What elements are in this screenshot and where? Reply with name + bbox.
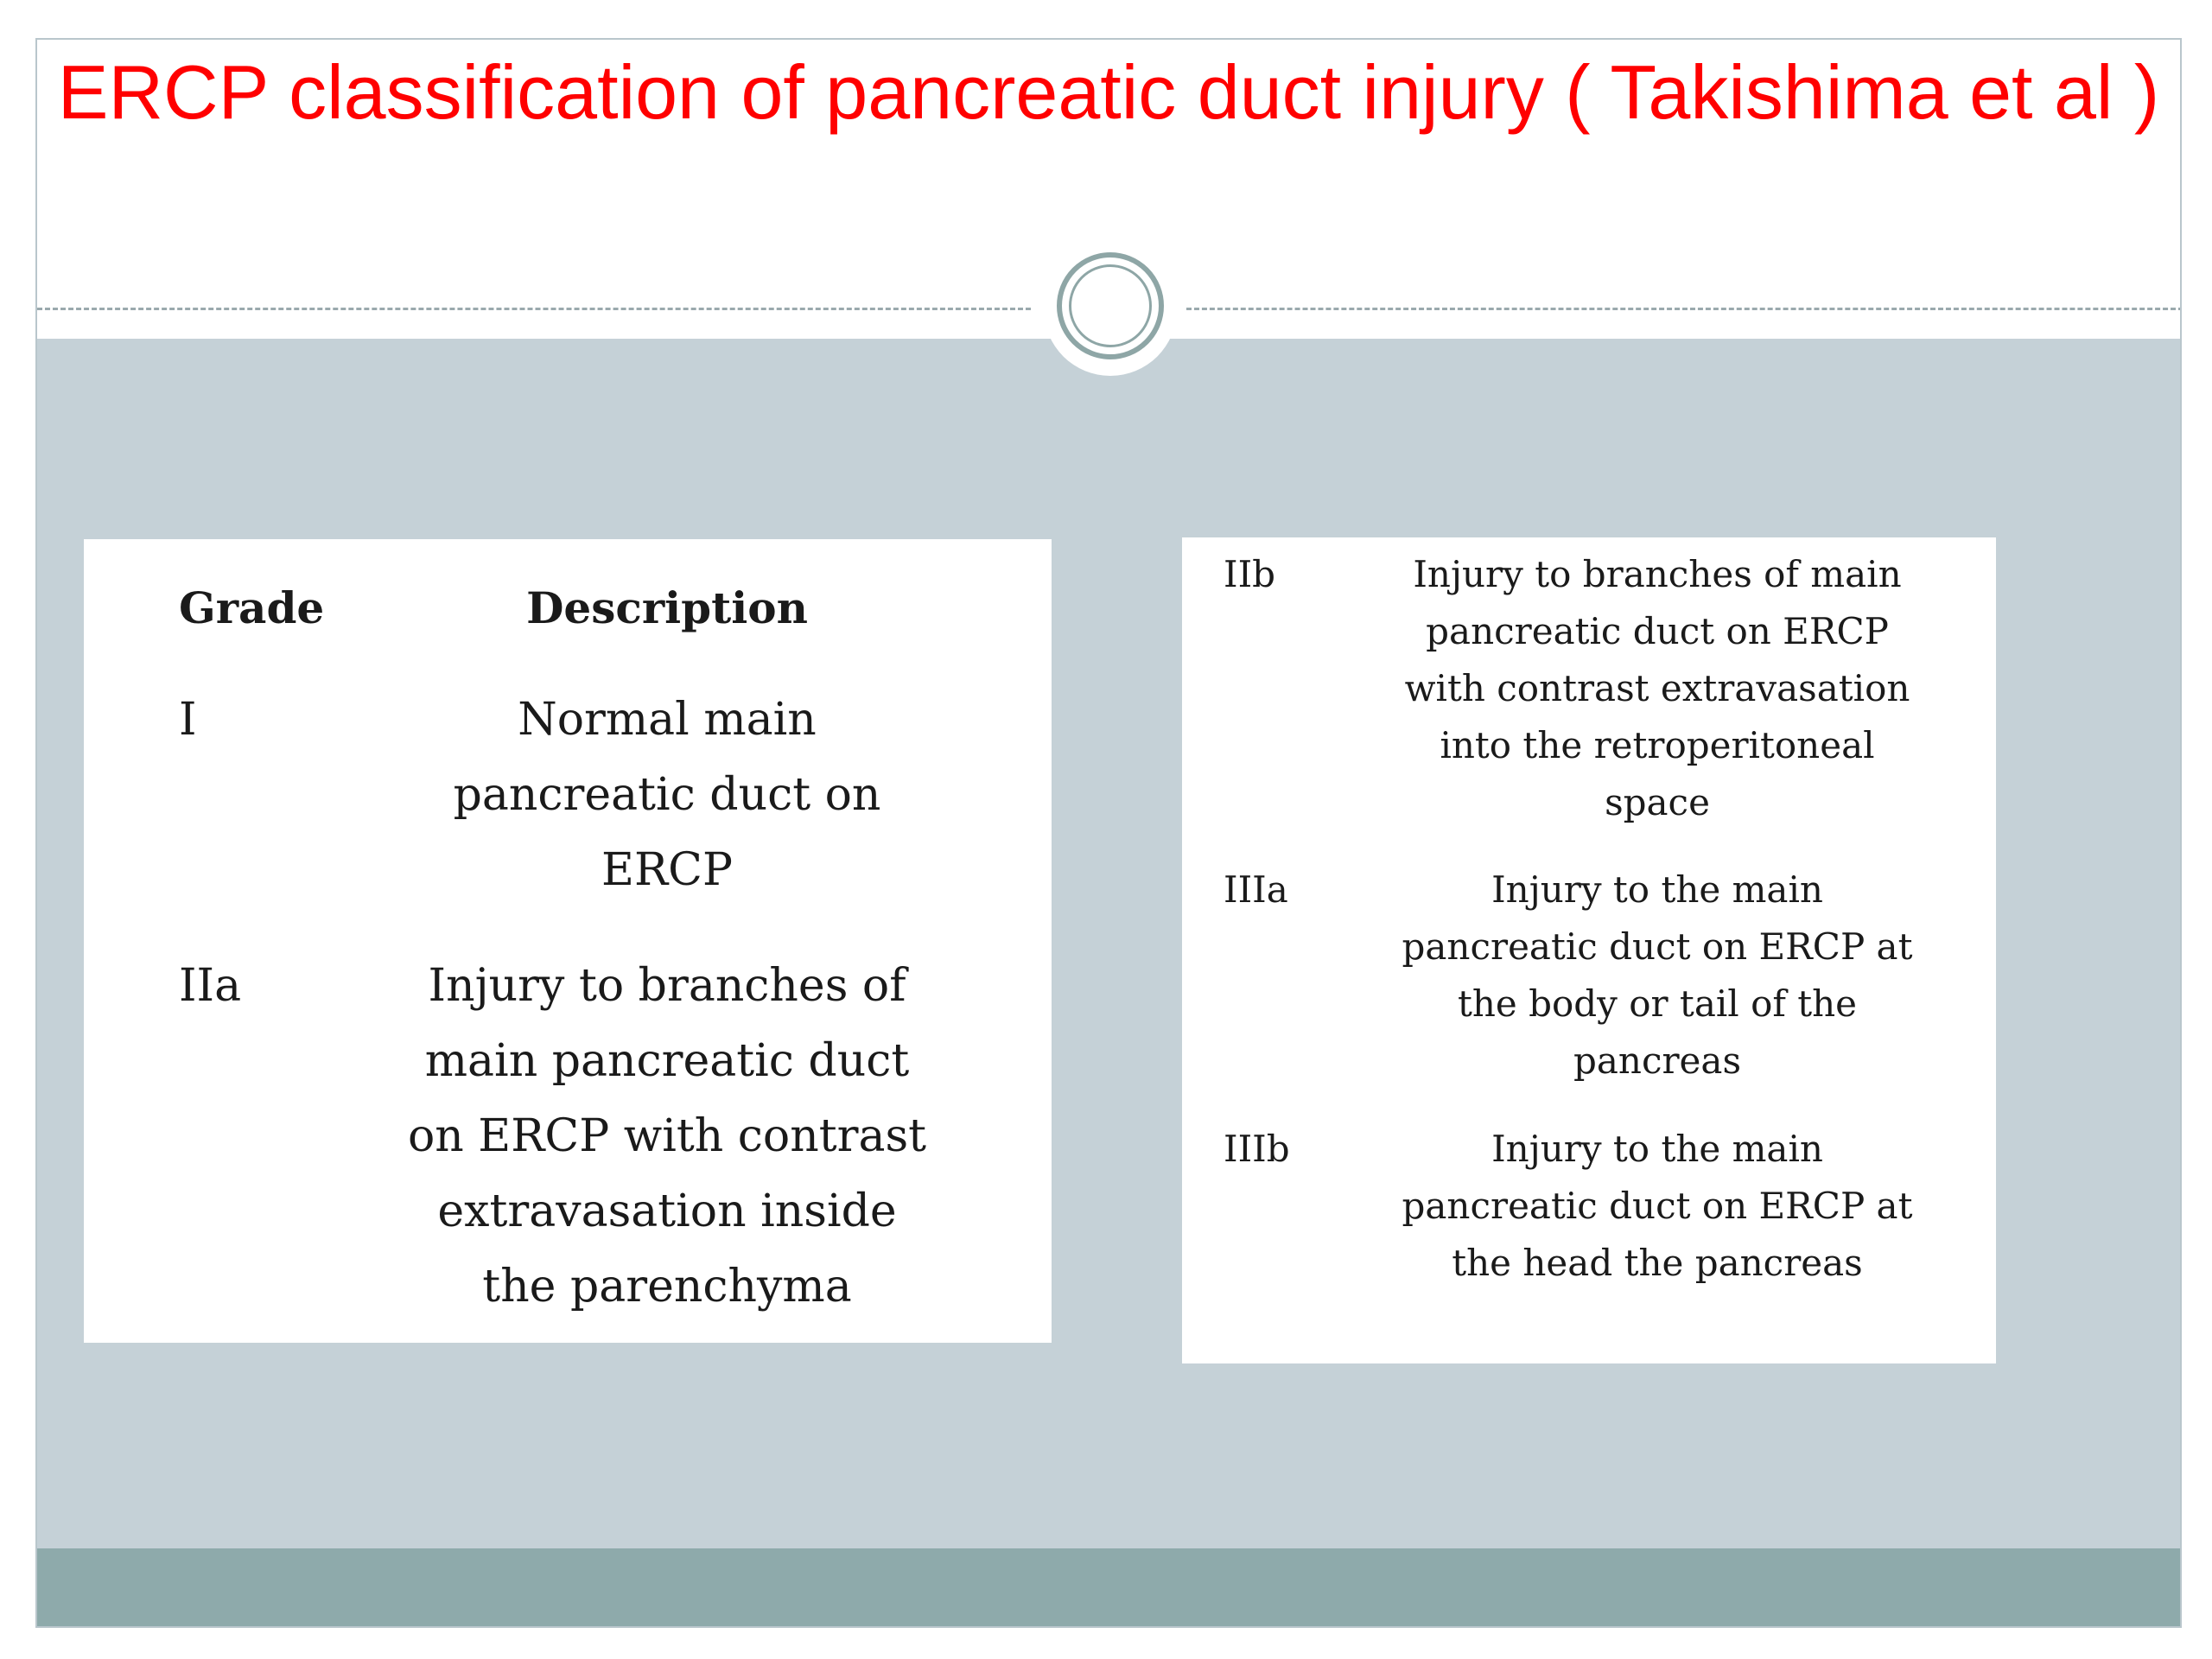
grade-cell: IIIb	[1224, 1128, 1290, 1170]
description-cell: Injury to branches of main pancreatic duct on ERCP with contrast extravasation inside the parenchyma	[407, 960, 927, 1313]
footer-band	[37, 1548, 2180, 1626]
grade-cell: IIIa	[1224, 868, 1288, 911]
description-cell: Injury to the main pancreatic duct on ERCP at the head the pancreas	[1402, 1128, 1913, 1284]
grade-cell: I	[179, 694, 197, 746]
circle-ornament-icon	[1057, 252, 1164, 359]
grade-cell: IIb	[1224, 553, 1276, 595]
slide	[35, 38, 2182, 1628]
description-cell: Normal main pancreatic duct on ERCP	[453, 694, 881, 896]
left-table	[84, 539, 1052, 1343]
divider-left	[37, 308, 1031, 310]
header-grade: Grade	[179, 582, 325, 633]
slide-title: ERCP classification of pancreatic duct injury ( Takishima et al )	[57, 49, 2160, 135]
description-cell: Injury to the main pancreatic duct on ERCP at the body or tail of the pancreas	[1402, 868, 1913, 1082]
description-cell: Injury to branches of main pancreatic duct on ERCP with contrast extravasation into the retroperitoneal space	[1404, 553, 1910, 823]
right-table	[1182, 537, 1996, 1363]
header-description: Description	[526, 582, 808, 633]
divider-right	[1186, 308, 2182, 310]
grade-cell: IIa	[179, 960, 242, 1012]
